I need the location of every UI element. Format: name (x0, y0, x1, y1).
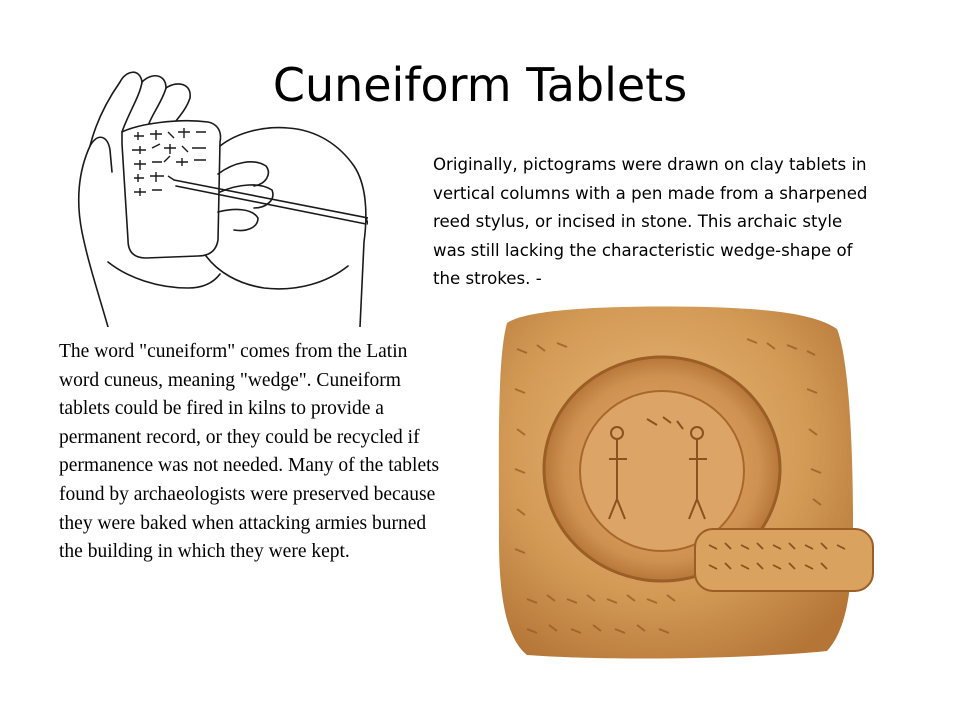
clay-tablet-photo-image (487, 299, 876, 661)
slide-title: Cuneiform Tablets (272, 58, 688, 112)
top-caption: Originally, pictograms were drawn on clay tablets in vertical columns with a pen made from a sharpened reed stylus, or incised in stone. This archaic style was still lacking the characteristic wedge-shape of the strokes. - (433, 155, 868, 288)
body-paragraph: The word "cuneiform" comes from the Latin word cuneus, meaning "wedge". Cuneiform tablets could be fired in kilns to provide a permanent record, or they could be recycled if permanence was not needed. Many of the tablets found by archaeologists were preserved because they were baked when attacking armies burned the building in which they were kept. (59, 341, 440, 563)
